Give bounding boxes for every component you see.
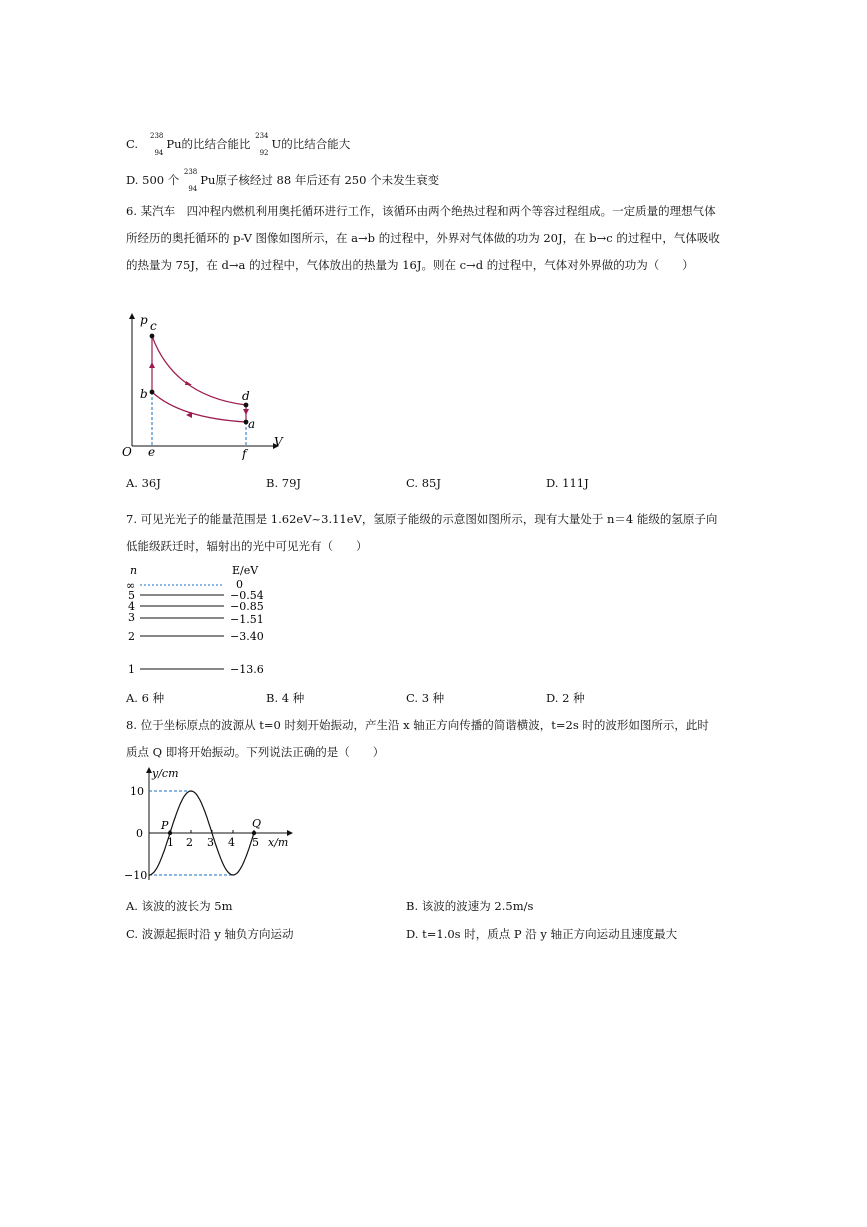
svg-text:0: 0 xyxy=(236,578,243,591)
x-tick-2: 2 xyxy=(186,836,193,849)
svg-text:2: 2 xyxy=(128,630,135,643)
label-q-point: Q xyxy=(252,817,262,830)
label-p: p xyxy=(140,313,148,327)
arrow-b-c xyxy=(149,362,155,368)
x-axis-label: x/m xyxy=(268,836,289,849)
question-6-text: 6. 某汽车 四冲程内燃机利用奥托循环进行工作，该循环由两个绝热过程和两个等容过程组成。一定质量的理想气体所经历的奥托循环的 p-V 图像如图所示，在 a→b 的过程中，外界对气体做的功为 20J，在 b→c 的过程中，气体吸收的热量为 75J，在 d→a 的过程中，气体放出的热量为 16J。则在 c→d 的过程中，气体对外界做的功为（ ） xyxy=(126,204,720,272)
q8-option-a[interactable]: A. 该波的波长为 5m xyxy=(126,899,233,913)
svg-text:−1.51: −1.51 xyxy=(230,613,264,626)
svg-text:−13.6: −13.6 xyxy=(230,663,264,676)
point-q xyxy=(252,831,256,835)
label-a: a xyxy=(248,417,256,431)
q7-option-d[interactable]: D. 2 种 xyxy=(546,691,585,705)
question-7-text: 7. 可见光光子的能量范围是 1.62eV~3.11eV，氢原子能级的示意图如图所示，现有大量处于 n＝4 能级的氢原子向低能级跃迁时，辐射出的光中可见光有（ ） xyxy=(126,512,718,553)
wave-graph xyxy=(122,764,297,888)
svg-text:−0.54: −0.54 xyxy=(230,589,264,602)
arrow-d-a xyxy=(243,409,249,415)
label-d: d xyxy=(242,389,250,403)
x-tick-1: 1 xyxy=(167,836,174,849)
point-d xyxy=(244,403,249,408)
y-tick-10: 10 xyxy=(130,785,144,798)
label-c: c xyxy=(150,319,157,333)
svg-text:3: 3 xyxy=(128,611,135,624)
label-e: e xyxy=(148,445,156,459)
arrow-c-d xyxy=(185,381,192,385)
level-3 xyxy=(128,611,264,626)
svg-text:1: 1 xyxy=(128,663,135,676)
level-2 xyxy=(128,630,264,643)
question-8-text: 8. 位于坐标原点的波源从 t=0 时刻开始振动，产生沿 x 轴正方向传播的简谐横波，t=2s 时的波形如图所示，此时质点 Q 即将开始振动。下列说法正确的是（ ） xyxy=(126,718,709,759)
x-tick-3: 3 xyxy=(207,836,214,849)
svg-text:4: 4 xyxy=(128,600,135,613)
level-1 xyxy=(128,663,264,676)
curve-c-d xyxy=(152,336,246,405)
q6-option-a[interactable]: A. 36J xyxy=(126,476,161,490)
option-c-line: C. 238 94 Pu的比结合能比 234 92 U的比结合能大 xyxy=(126,132,351,157)
point-b xyxy=(150,390,155,395)
q8-option-c[interactable]: C. 波源起振时沿 y 轴负方向运动 xyxy=(126,927,294,941)
label-o: O xyxy=(122,445,132,459)
option-c-label: C. xyxy=(126,137,139,151)
label-v: V xyxy=(274,435,283,449)
q8-option-b[interactable]: B. 该波的波速为 2.5m/s xyxy=(406,899,534,913)
n-label: n xyxy=(130,564,138,577)
origin-label: 0 xyxy=(136,827,143,840)
label-b: b xyxy=(140,387,148,401)
e-label: E/eV xyxy=(232,564,259,577)
q8-option-d[interactable]: D. t=1.0s 时，质点 P 沿 y 轴正方向运动且速度最大 xyxy=(406,927,678,941)
label-f: f xyxy=(242,447,247,460)
pu-238-isotope: 238 94 xyxy=(149,132,164,157)
x-tick-4: 4 xyxy=(228,836,235,849)
level-4 xyxy=(128,600,264,613)
u-234-isotope: 234 92 xyxy=(255,132,269,157)
pu-238-isotope-d: 238 94 xyxy=(183,168,198,193)
curve-b-a xyxy=(152,392,246,422)
svg-text:−0.85: −0.85 xyxy=(230,600,264,613)
q6-option-c[interactable]: C. 85J xyxy=(406,476,441,490)
q7-option-b[interactable]: B. 4 种 xyxy=(266,691,305,705)
svg-text:∞: ∞ xyxy=(126,579,136,592)
y-axis-label: y/cm xyxy=(152,767,179,780)
y-tick-neg10: −10 xyxy=(124,869,148,882)
label-p-point: P xyxy=(161,819,169,832)
energy-level-diagram xyxy=(120,562,290,680)
svg-text:5: 5 xyxy=(128,589,135,602)
level-inf xyxy=(126,578,243,592)
option-d-line: D. 500 个 238 94 Pu原子核经过 88 年后还有 250 个未发生衰变 xyxy=(126,168,440,193)
option-d-label: D. 500 个 xyxy=(126,173,180,187)
pv-diagram xyxy=(120,308,290,460)
q7-option-a[interactable]: A. 6 种 xyxy=(126,691,165,705)
q6-option-d[interactable]: D. 111J xyxy=(546,476,589,490)
q6-option-b[interactable]: B. 79J xyxy=(266,476,302,490)
q7-option-c[interactable]: C. 3 种 xyxy=(406,691,445,705)
point-c xyxy=(150,334,155,339)
x-tick-5: 5 xyxy=(252,836,259,849)
point-p xyxy=(168,831,172,835)
svg-text:−3.40: −3.40 xyxy=(230,630,264,643)
